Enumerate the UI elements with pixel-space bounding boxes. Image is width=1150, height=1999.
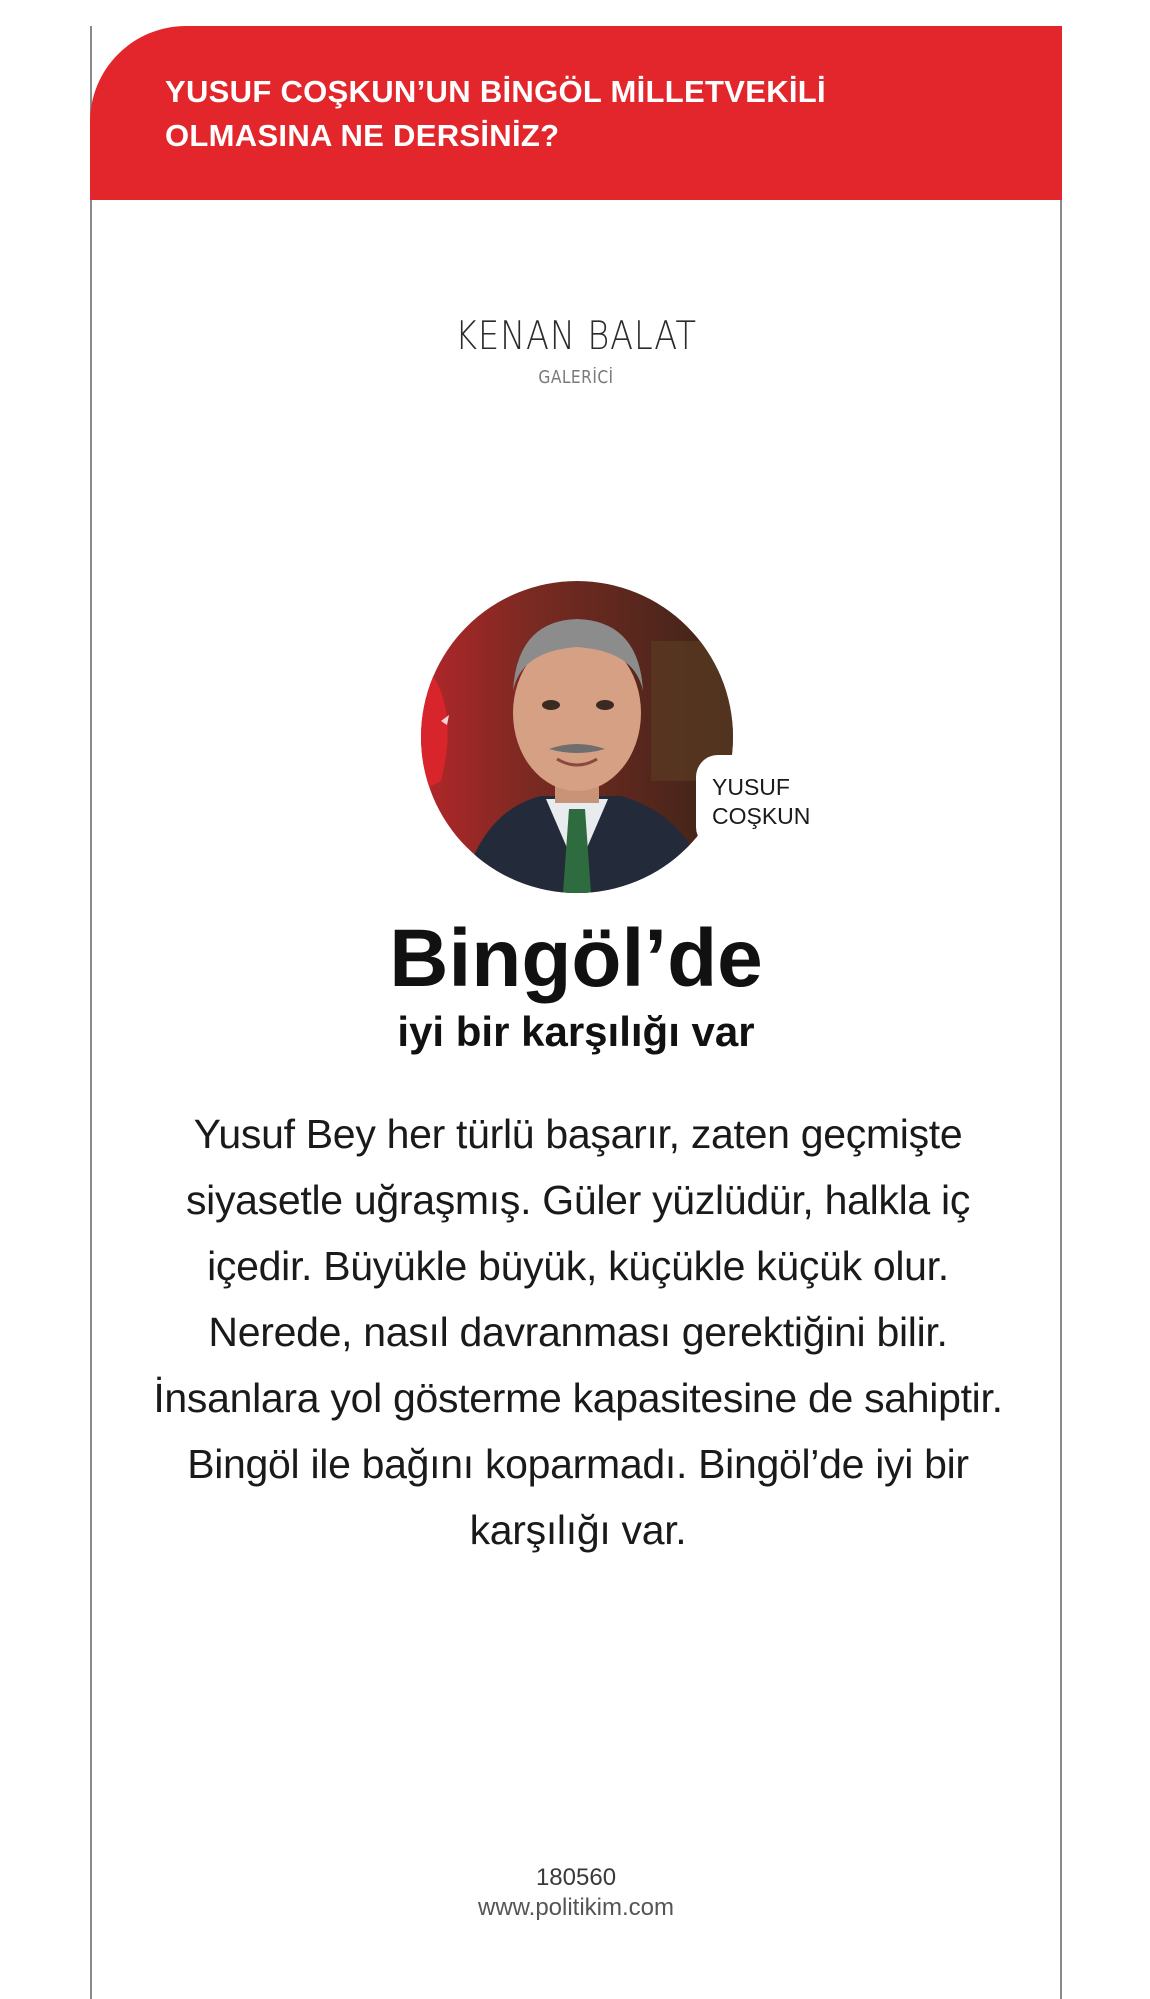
quote-line: İnsanlara yol gösterme kapasitesine de sahiptir. bbox=[153, 1375, 1003, 1421]
headline-title: Bingöl’de bbox=[389, 913, 763, 1004]
footer bbox=[92, 1863, 1060, 1923]
author-role: GALERİCİ bbox=[538, 367, 614, 388]
headline-block bbox=[92, 914, 1060, 1056]
footer-url-link[interactable]: www.politikim.com bbox=[477, 1894, 675, 1921]
footer-id: 180560 bbox=[535, 1864, 617, 1891]
quote-body bbox=[132, 1101, 1024, 1563]
quote-line: siyasetle uğraşmış. Güler yüzlüdür, halkla iç bbox=[185, 1177, 971, 1223]
author-block bbox=[92, 313, 1060, 388]
quote-line: karşılığı var. bbox=[469, 1507, 687, 1553]
article-card bbox=[90, 26, 1062, 1999]
banner-question-line-1: YUSUF COŞKUN’UN BİNGÖL MİLLETVEKİLİ bbox=[165, 74, 826, 109]
quote-line: Nerede, nasıl davranması gerektiğini bilir. bbox=[208, 1309, 948, 1355]
subject-first-name: YUSUF bbox=[712, 774, 790, 800]
quote-line: Yusuf Bey her türlü başarır, zaten geçmişte bbox=[193, 1111, 963, 1157]
banner-question-line-2: OLMASINA NE DERSİNİZ? bbox=[165, 118, 560, 153]
quote-line: Bingöl ile bağını koparmadı. Bingöl’de iyi bir bbox=[187, 1441, 969, 1487]
portrait-illustration bbox=[421, 581, 733, 893]
headline-subtitle: iyi bir karşılığı var bbox=[397, 1008, 755, 1055]
subject-last-name: COŞKUN bbox=[712, 803, 811, 829]
author-name: KENAN BALAT bbox=[455, 314, 697, 359]
subject-photo bbox=[421, 581, 733, 893]
question-banner bbox=[90, 26, 1062, 200]
subject-name-tag bbox=[696, 755, 832, 849]
quote-line: içedir. Büyükle büyük, küçükle küçük olur. bbox=[207, 1243, 949, 1289]
